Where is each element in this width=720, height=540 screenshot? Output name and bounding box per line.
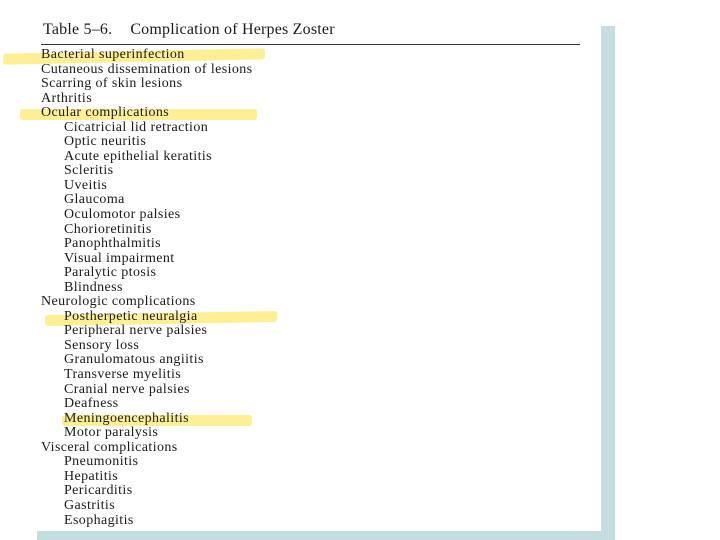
list-item: Ocular complications (0, 106, 600, 121)
list-item: Blindness (64, 279, 123, 295)
list-item: Hepatitis (64, 468, 119, 484)
list-item: Bacterial superinfection (0, 48, 600, 63)
table-caption: Complication of Herpes Zoster (130, 21, 335, 38)
list-item: Meningoencephalitis (0, 412, 600, 427)
list-item: Arthritis (41, 90, 93, 106)
list-item: Pneumonitis (64, 454, 139, 470)
list-item: Cranial nerve palsies (64, 381, 190, 397)
list-item: Postherpetic neuralgia (0, 310, 600, 325)
list-item: Esophagitis (64, 512, 134, 528)
list-item: Cicatricial lid retraction (64, 119, 209, 135)
list-item: Gastritis (64, 497, 116, 513)
list-item: Panophthalmitis (64, 236, 161, 252)
title-rule (41, 44, 580, 45)
list-item: Acute epithelial keratitis (64, 148, 213, 164)
list-item: Pericarditis (64, 483, 133, 499)
list-item: Neurologic complications (41, 294, 196, 310)
list-item: Uveitis (64, 177, 108, 193)
list-item: Visual impairment (64, 250, 175, 266)
list-item: Motor paralysis (64, 425, 159, 441)
list-item: Scleritis (64, 163, 114, 179)
list-item: Granulomatous angiitis (64, 352, 204, 368)
list-item: Peripheral nerve palsies (64, 323, 208, 339)
table-title (43, 21, 335, 39)
list-item: Sensory loss (64, 337, 140, 353)
list-item: Glaucoma (64, 192, 125, 208)
list-item: Chorioretinitis (64, 221, 152, 237)
list-item: Transverse myelitis (64, 367, 182, 383)
complication-list (0, 48, 600, 528)
list-item: Deafness (64, 396, 119, 412)
list-item: Cutaneous dissemination of lesions (41, 61, 253, 77)
list-item: Optic neuritis (64, 134, 147, 150)
list-item: Visceral complications (41, 439, 178, 455)
list-item: Oculomotor palsies (64, 207, 181, 223)
list-item: Scarring of skin lesions (41, 76, 183, 92)
table-number: Table 5–6. (43, 21, 113, 38)
list-item: Paralytic ptosis (64, 265, 157, 281)
